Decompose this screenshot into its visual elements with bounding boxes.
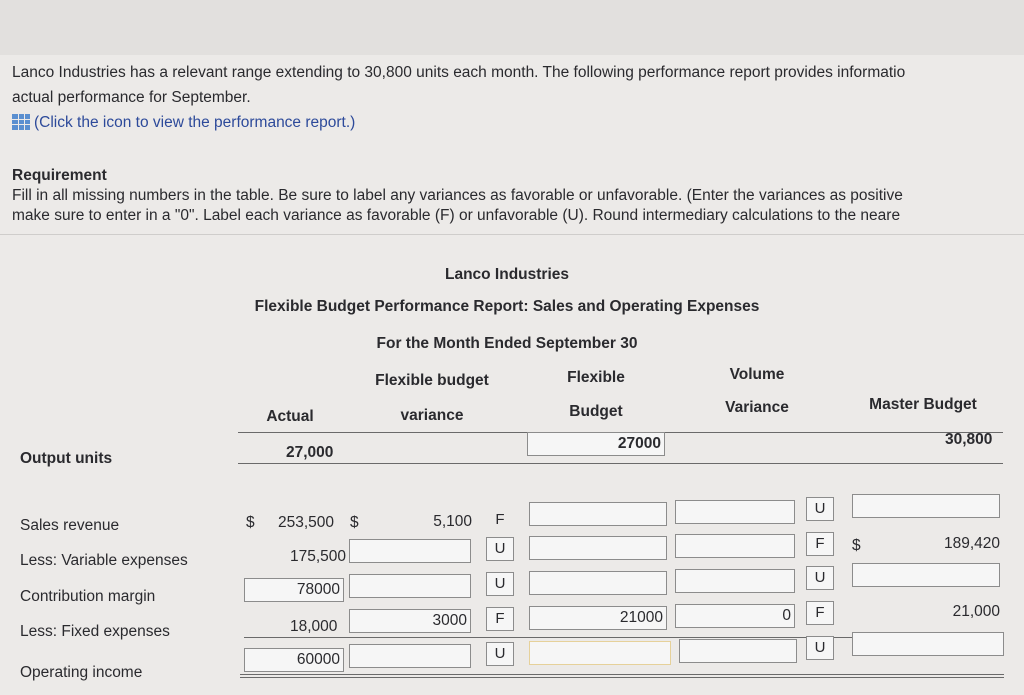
varexp-master: 189,420: [943, 535, 1000, 552]
fixed-vv-input[interactable]: 0: [675, 604, 795, 628]
varexp-fbv-fu-input[interactable]: U: [486, 537, 514, 561]
header-fb-top: Flexible: [567, 369, 625, 386]
sales-vv-fu-input[interactable]: U: [806, 497, 834, 521]
cm-vv-input[interactable]: [675, 569, 795, 593]
requirement-line-1: Fill in all missing numbers in the table. Be sure to label any variances as favorable or unfavorable. (Enter the variances as positive: [12, 187, 903, 204]
varexp-vv-input[interactable]: [675, 534, 795, 558]
fixed-actual: 18,000: [290, 618, 338, 635]
header-master: Master Budget: [869, 396, 977, 413]
fixed-fbv-fu-input[interactable]: F: [486, 607, 514, 631]
sales-fbv: 5,100: [433, 513, 472, 530]
oi-fbv-fu-input[interactable]: U: [486, 642, 514, 666]
oi-vv-fu-input[interactable]: U: [806, 636, 834, 660]
header-actual: Actual: [266, 408, 314, 425]
fixed-vv-fu-input[interactable]: F: [806, 601, 834, 625]
cm-label: Contribution margin: [20, 588, 156, 605]
report-company: Lanco Industries: [444, 266, 570, 283]
output-flexible-input[interactable]: 27000: [527, 432, 665, 456]
sales-label: Sales revenue: [20, 517, 120, 534]
header-vv-bottom: Variance: [725, 399, 789, 416]
header-fb-bottom: Budget: [569, 403, 623, 420]
varexp-dollar-sign: $: [852, 537, 861, 554]
cm-vv-fu-input[interactable]: U: [806, 566, 834, 590]
sales-dollar-sign-2: $: [350, 514, 359, 531]
intro-line-1: Lanco Industries has a relevant range extending to 30,800 units each month. The following performance report provides informatio: [12, 64, 906, 81]
varexp-flexible-input[interactable]: [529, 536, 667, 560]
oi-actual-input[interactable]: 60000: [244, 648, 344, 672]
header-fbv-top: Flexible budget: [375, 372, 489, 389]
sales-flexible-input[interactable]: [529, 502, 667, 526]
output-units-label: Output units: [20, 450, 113, 467]
top-band: [0, 0, 1024, 55]
spreadsheet-icon[interactable]: [12, 114, 30, 130]
requirement-heading: Requirement: [12, 167, 107, 184]
oi-double-rule-2: [240, 677, 1004, 678]
output-master: 30,800: [945, 431, 993, 448]
oi-double-rule-1: [240, 674, 1004, 675]
varexp-label: Less: Variable expenses: [20, 552, 188, 569]
cm-fbv-input[interactable]: [349, 574, 471, 598]
cm-flexible-input[interactable]: [529, 571, 667, 595]
view-report-link-text[interactable]: (Click the icon to view the performance report.): [34, 114, 356, 131]
oi-master-input[interactable]: [852, 632, 1004, 656]
oi-vv-input[interactable]: [679, 639, 797, 663]
intro-text: [12, 60, 905, 135]
fixed-label: Less: Fixed expenses: [20, 623, 170, 640]
section-divider: [0, 234, 1024, 235]
oi-flexible-input[interactable]: [529, 641, 671, 665]
output-rule: [238, 463, 1003, 464]
header-vv-top: Volume: [729, 366, 785, 383]
requirement-section: [12, 166, 903, 226]
requirement-line-2: make sure to enter in a "0". Label each variance as favorable (F) or unfavorable (U). Round intermediary calculations to the neare: [12, 207, 901, 224]
header-fbv-bottom: variance: [400, 407, 464, 424]
sales-vv-input[interactable]: [675, 500, 795, 524]
sales-fbv-label: F: [495, 511, 505, 528]
varexp-fbv-input[interactable]: [349, 539, 471, 563]
intro-line-2: actual performance for September.: [12, 89, 251, 106]
report-period: For the Month Ended September 30: [376, 335, 638, 352]
cm-master-input[interactable]: [852, 563, 1000, 587]
fixed-fbv-input[interactable]: 3000: [349, 609, 471, 633]
oi-fbv-input[interactable]: [349, 644, 471, 668]
sales-master-input[interactable]: [852, 494, 1000, 518]
sales-actual: 253,500: [278, 514, 335, 531]
fixed-master: 21,000: [952, 603, 1000, 620]
output-actual: 27,000: [286, 444, 334, 461]
cm-actual-input[interactable]: 78000: [244, 578, 344, 602]
varexp-vv-fu-input[interactable]: F: [806, 532, 834, 556]
varexp-actual: 175,500: [290, 548, 347, 565]
fixed-flexible-input[interactable]: 21000: [529, 606, 667, 630]
view-report-link[interactable]: [12, 110, 905, 135]
report-title: Flexible Budget Performance Report: Sales and Operating Expenses: [254, 298, 760, 315]
sales-dollar-sign: $: [246, 514, 255, 531]
oi-label: Operating income: [20, 664, 143, 681]
cm-fbv-fu-input[interactable]: U: [486, 572, 514, 596]
